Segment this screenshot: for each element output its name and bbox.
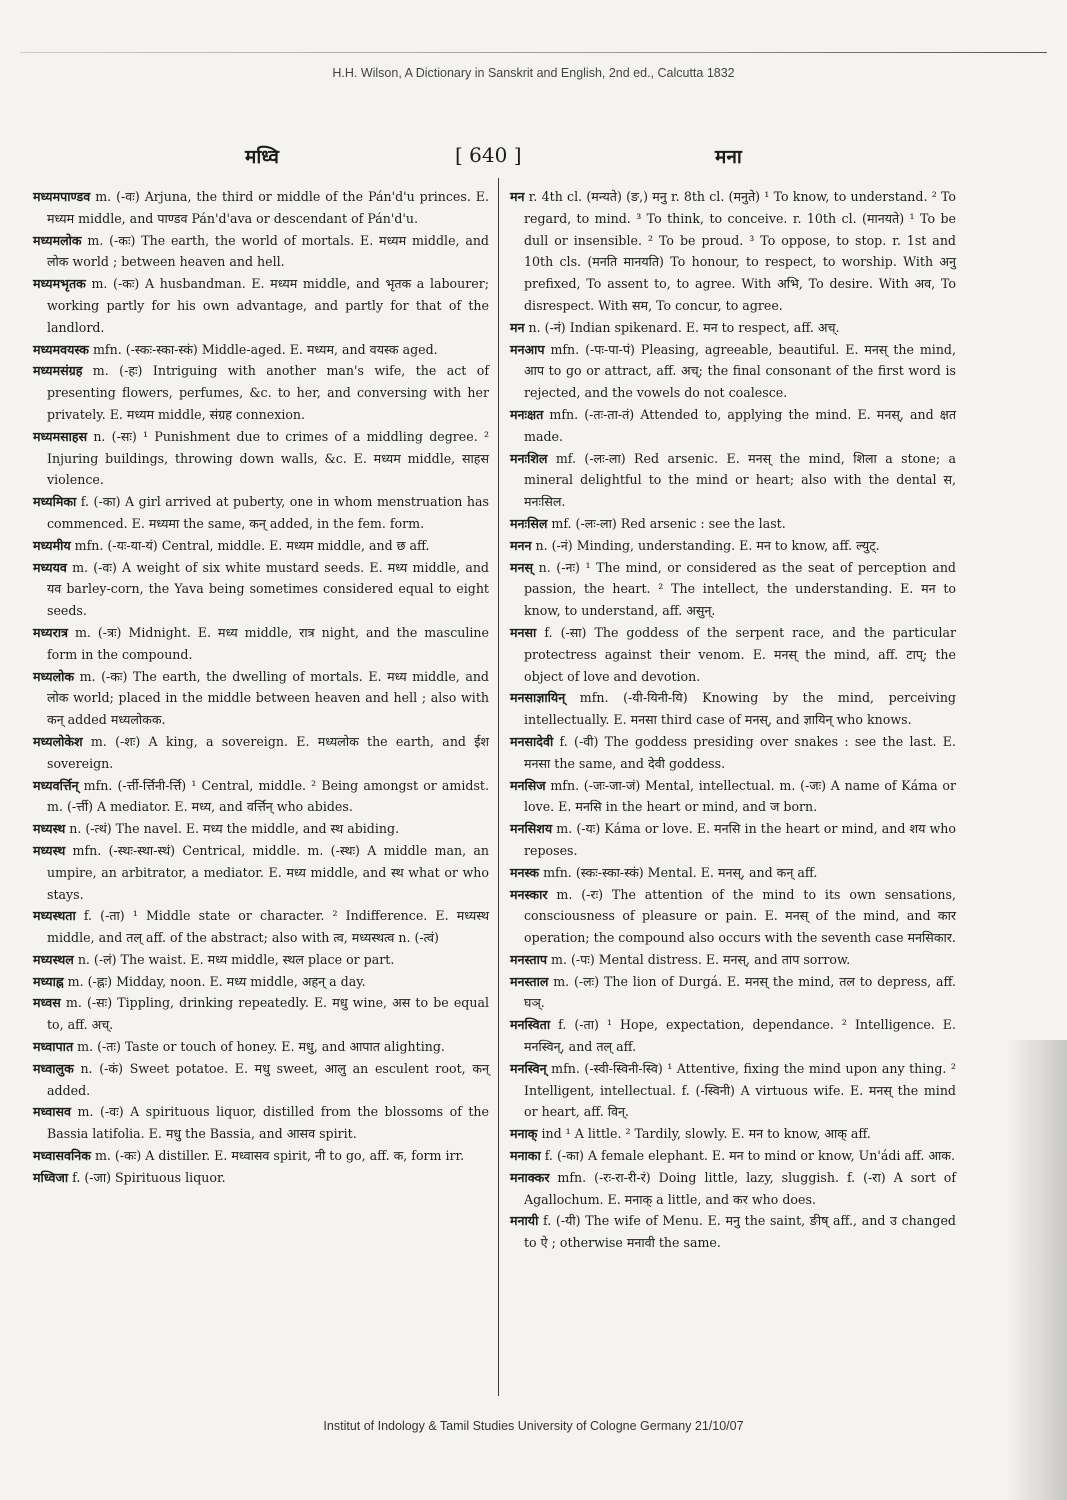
entry-headword: मध्यमवयस्क <box>33 341 89 357</box>
dictionary-entry <box>510 971 956 1015</box>
dictionary-entry <box>510 448 956 513</box>
dictionary-entry <box>510 339 956 404</box>
dictionary-entry <box>33 666 489 731</box>
entry-headword: मनसिज <box>510 777 546 793</box>
entry-definition: m. (-रः) The attention of the mind to its own sensations, consciousness of pleasure or pain. E. मनस् of the mind, and कार operation; the compound also occurs with the seventh case मनसिकार. <box>524 886 956 946</box>
dictionary-entry <box>33 622 489 666</box>
entry-definition: mfn. (-यः-या-यं) Central, middle. E. मध्यम middle, and छ aff. <box>70 537 430 553</box>
entry-definition: f. (-वी) The goddess presiding over snakes : see the last. E. मनसा the same, and देवी goddess. <box>524 733 956 771</box>
dictionary-entry <box>33 818 489 840</box>
dictionary-entry <box>510 622 956 687</box>
dictionary-entry <box>510 818 956 862</box>
dictionary-entry <box>510 557 956 622</box>
dictionary-entry <box>510 1014 956 1058</box>
entry-headword: मध्वापात <box>33 1039 74 1055</box>
entry-headword: मनाका <box>510 1148 541 1164</box>
running-head <box>0 143 1067 173</box>
dictionary-entry <box>510 1210 956 1254</box>
dictionary-entry <box>510 687 956 731</box>
entry-definition: m. (-ह्नः) Midday, noon. E. मध्य middle, अहन् a day. <box>63 973 366 989</box>
entry-definition: f. (-सा) The goddess of the serpent race, and the particular protectress against their venom. E. मनस् the mind, aff. टाप्; the object of love and devotion. <box>524 624 956 684</box>
top-scan-rule <box>20 52 1047 53</box>
dictionary-entry <box>33 992 489 1036</box>
entry-headword: मनस्कार <box>510 886 548 902</box>
entry-definition: n. (-नं) Indian spikenard. E. मन to respect, aff. अच्. <box>524 319 840 335</box>
dictionary-entry <box>33 339 489 361</box>
entry-definition: mf. (-लः-ला) Red arsenic : see the last. <box>547 515 786 531</box>
entry-headword: मध्यस्थ <box>33 821 66 837</box>
dictionary-entry <box>33 905 489 949</box>
entry-definition: mfn. (-स्थः-स्था-स्थं) Centrical, middle. m. (-स्थः) A middle man, an umpire, an arbitrator, a mediator. E. मध्य middle, and स्थ what or who stays. <box>47 842 489 902</box>
entry-definition: f. (-यी) The wife of Menu. E. मनु the saint, ङीष् aff., and उ changed to ऐ ; otherwise मनावी the same. <box>524 1213 956 1251</box>
entry-definition: mfn. (-तः-ता-तं) Attended to, applying the mind. E. मनस्, and क्षत made. <box>524 406 956 444</box>
entry-headword: मनस्ताल <box>510 973 549 989</box>
dictionary-entry <box>510 317 956 339</box>
entry-headword: मनाक् <box>510 1126 538 1142</box>
entry-headword: मनस्विन् <box>510 1060 547 1076</box>
entry-headword: मध्यमलोक <box>33 232 82 248</box>
entry-definition: m. (-वः) A weight of six white mustard seeds. E. मध्य middle, and यव barley-corn, the Yava being sometimes considered equal to eight seeds. <box>47 559 489 619</box>
dictionary-entry <box>510 862 956 884</box>
entry-headword: मनसादेवी <box>510 733 554 749</box>
entry-definition: m. (-हः) Intriguing with another man's wife, the act of presenting flowers, perfumes, &c. to her, and conversing with her privately. E. मध्यम middle, संग्रह connexion. <box>47 363 489 422</box>
entry-definition: mfn. (-स्कः-स्का-स्कं) Middle-aged. E. मध्यम, and वयस्क aged. <box>88 341 438 357</box>
dictionary-entry <box>33 1167 489 1189</box>
entry-definition: m. (-कः) A distiller. E. मध्वासव spirit, नी to go, aff. क, form irr. <box>90 1148 465 1164</box>
dictionary-entry <box>33 1101 489 1145</box>
entry-headword: मनआप <box>510 341 545 357</box>
entry-definition: f. (-का) A girl arrived at puberty, one in whom menstruation has commenced. E. मध्यमा the same, कन् added, in the fem. form. <box>47 494 489 531</box>
dictionary-entry <box>510 186 956 317</box>
dictionary-entry <box>510 731 956 775</box>
entry-definition: n. (-सः) ¹ Punishment due to crimes of a middling degree. ² Injuring buildings, throwing down walls, &c. E. मध्यम middle, साहस violence. <box>47 428 489 488</box>
entry-definition: f. (-जा) Spirituous liquor. <box>68 1169 226 1185</box>
column-divider <box>498 178 499 1396</box>
dictionary-entry <box>510 535 956 557</box>
entry-definition: n. (-लं) The waist. E. मध्य middle, स्थल place or part. <box>73 951 395 967</box>
entry-definition: m. (-शः) A king, a sovereign. E. मध्यलोक the earth, and ईश sovereign. <box>47 733 489 771</box>
entry-headword: मध्यमसंग्रह <box>33 363 83 379</box>
entry-headword: मध्यमिका <box>33 494 77 510</box>
dictionary-entry <box>33 1058 489 1102</box>
entry-headword: मध्यरात्र <box>33 624 68 640</box>
entry-headword: मनःक्षत <box>510 406 544 422</box>
dictionary-entry <box>510 1123 956 1145</box>
entry-headword: मनस्विता <box>510 1017 551 1033</box>
entry-definition: n. (-कं) Sweet potatoe. E. मधु sweet, आलु an esculent root, कन् added. <box>47 1060 489 1098</box>
dictionary-entry <box>510 949 956 971</box>
entry-definition: f. (-का) A female elephant. E. मन to mind or know, Un'ádi aff. आक. <box>540 1148 955 1164</box>
entry-definition: mfn. (-र्त्ती-र्त्तिनी-र्त्ति) ¹ Central, middle. ² Being amongst or amidst. m. (-र्त्ती) A mediator. E. मध्य, and वर्त्तिन् who abides. <box>47 777 489 815</box>
dictionary-entry <box>33 273 489 338</box>
running-head-left: मध्वि <box>245 146 279 168</box>
right-column <box>510 186 956 1254</box>
entry-definition: f. (-ता) ¹ Hope, expectation, dependance. ² Intelligence. E. मनस्विन्, and तल् aff. <box>524 1017 956 1055</box>
source-footer-note: Institut of Indology & Tamil Studies University of Cologne Germany 21/10/07 <box>323 1419 744 1433</box>
source-header-note: H.H. Wilson, A Dictionary in Sanskrit and English, 2nd ed., Calcutta 1832 <box>332 66 735 80</box>
dictionary-entry <box>510 884 956 949</box>
entry-definition: m. (-त्रः) Midnight. E. मध्य middle, रात्र night, and the masculine form in the compound. <box>47 624 489 662</box>
page-number: [ 640 ] <box>455 143 522 167</box>
dictionary-entry <box>33 840 489 905</box>
entry-definition: m. (-लः) The lion of Durgá. E. मनस् the mind, तल to depress, aff. घञ्. <box>524 973 956 1011</box>
dictionary-entry <box>33 491 489 535</box>
scan-edge-shadow <box>1007 1040 1067 1500</box>
dictionary-entry <box>510 1145 956 1167</box>
entry-definition: mfn. (-पः-पा-पं) Pleasing, agreeable, beautiful. E. मनस् the mind, आप to go or attract, aff. अच्; the final consonant of the first word is rejected, and the vowels do not coalesce. <box>524 341 956 401</box>
dictionary-entry <box>510 775 956 819</box>
entry-definition: m. (-कः) A husbandman. E. मध्यम middle, and भृतक a labourer; working partly for his own advantage, and partly for that of the landlord. <box>47 276 489 335</box>
dictionary-entry <box>33 731 489 775</box>
entry-definition: n. (-त्थं) The navel. E. मध्य the middle, and स्थ abiding. <box>65 821 400 837</box>
entry-headword: मनःसिल <box>510 515 548 531</box>
dictionary-entry <box>33 949 489 971</box>
entry-headword: मध्यमसाहस <box>33 428 88 444</box>
entry-headword: मध्ययव <box>33 559 67 575</box>
entry-headword: मन <box>510 189 525 204</box>
entry-headword: मध्यस्थता <box>33 908 76 924</box>
entry-headword: मनःशिल <box>510 450 548 466</box>
dictionary-entry <box>33 186 489 230</box>
dictionary-entry <box>33 557 489 622</box>
entry-headword: मध्वालुक <box>33 1060 74 1076</box>
entry-definition: m. (-कः) The earth, the world of mortals. E. मध्यम middle, and लोक world ; between heaven and hell. <box>47 232 489 270</box>
entry-headword: मनसा <box>510 624 537 640</box>
entry-definition: mfn. (-स्वी-स्विनी-स्वि) ¹ Attentive, fixing the mind upon any thing. ² Intelligent, intellectual. f. (-स्विनी) A virtuous wife. E. मनस् the mind or heart, aff. विन्. <box>524 1060 956 1120</box>
entry-headword: मनसाज्ञायिन् <box>510 690 566 706</box>
entry-headword: मध्यलोकेश <box>33 733 83 749</box>
entry-headword: मध्यस्थल <box>33 951 74 967</box>
entry-definition: mfn. (-यी-यिनी-यि) Knowing by the mind, perceiving intellectually. E. मनसा third case of मनस्, and ज्ञायिन् who knows. <box>524 690 956 728</box>
entry-definition: m. (-तः) Taste or touch of honey. E. मधु, and आपात alighting. <box>73 1039 445 1055</box>
entry-definition: n. (-नं) Minding, understanding. E. मन to know, aff. ल्युट्. <box>531 537 880 553</box>
entry-headword: मध्याह्न <box>33 973 64 989</box>
entry-headword: मध्वस <box>33 995 61 1011</box>
entry-definition: m. (-पः) Mental distress. E. मनस्, and ताप sorrow. <box>547 951 851 967</box>
entry-headword: मनाक्कर <box>510 1169 550 1185</box>
dictionary-entry <box>33 1036 489 1058</box>
dictionary-entry <box>33 426 489 491</box>
entry-headword: मध्विजा <box>33 1169 69 1185</box>
entry-definition: m. (-सः) Tippling, drinking repeatedly. E. मधु wine, अस to be equal to, aff. अच्. <box>47 995 489 1033</box>
entry-headword: मध्यवर्त्तिन् <box>33 777 79 793</box>
left-column <box>33 186 489 1189</box>
entry-definition: n. (-नः) ¹ The mind, or considered as the seat of perception and passion, the heart. ² The intellect, the understanding. E. मन to know, to understand, aff. असुन्. <box>524 559 956 619</box>
dictionary-entry <box>33 1145 489 1167</box>
entry-headword: मनस्क <box>510 864 540 880</box>
dictionary-entry <box>33 535 489 557</box>
entry-definition: mfn. (-रः-रा-री-रं) Doing little, lazy, sluggish. f. (-रा) A sort of Agallochum. E. मनाक् a little, and कर who does. <box>524 1169 956 1207</box>
dictionary-entry <box>33 230 489 274</box>
dictionary-entry <box>510 1058 956 1123</box>
entry-headword: मध्यस्थ <box>33 842 66 858</box>
entry-headword: मनस् <box>510 559 534 575</box>
entry-definition: mf. (-लः-ला) Red arsenic. E. मनस् the mind, शिला a stone; a mineral delightful to the mind or heart; also with the dental स, मनःसिल. <box>524 450 956 510</box>
entry-headword: मध्यलोक <box>33 668 75 684</box>
entry-definition: m. (-कः) The earth, the dwelling of mortals. E. मध्य middle, and लोक world; placed in the middle between heaven and hell ; also with कन् added मध्यलोकक. <box>47 668 489 728</box>
dictionary-entry <box>510 404 956 448</box>
entry-headword: मध्वासव <box>33 1104 72 1120</box>
entry-definition: m. (-वः) A spirituous liquor, distilled from the blossoms of the Bassia latifolia. E. मधु the Bassia, and आसव spirit. <box>47 1104 489 1142</box>
entry-definition: f. (-ता) ¹ Middle state or character. ² Indifference. E. मध्यस्थ middle, and तल् aff. of the abstract; also with त्व, मध्यस्थत्व n. (-त्वं) <box>47 908 489 946</box>
dictionary-entry <box>510 513 956 535</box>
dictionary-entry <box>510 1167 956 1211</box>
dictionary-entry <box>33 775 489 819</box>
entry-headword: मध्यमपाण्डव <box>33 189 91 204</box>
entry-headword: मनायी <box>510 1213 539 1229</box>
entry-definition: mfn. (स्कः-स्का-स्कं) Mental. E. मनस्, and कन् aff. <box>539 864 818 880</box>
entry-definition: ind ¹ A little. ² Tardily, slowly. E. मन to know, आक् aff. <box>537 1126 871 1142</box>
entry-definition: m. (-वः) Arjuna, the third or middle of the Pán'd'u princes. E. मध्यम middle, and पाण्डव Pán'd'ava or descendant of Pán'd'u. <box>47 189 489 226</box>
entry-headword: मनस्ताप <box>510 951 548 967</box>
running-head-right: मना <box>715 146 742 168</box>
entry-definition: mfn. (-जः-जा-जं) Mental, intellectual. m. (-जः) A name of Káma or love. E. मनसि in the heart or mind, and ज born. <box>524 777 956 815</box>
entry-definition: m. (-यः) Káma or love. E. मनसि in the heart or mind, and शय who reposes. <box>524 821 956 858</box>
dictionary-entry <box>33 360 489 425</box>
entry-headword: मध्यमभृतक <box>33 276 86 292</box>
entry-headword: मनसिशय <box>510 821 553 837</box>
entry-headword: मन <box>510 319 525 335</box>
entry-headword: मध्वासवनिक <box>33 1148 91 1164</box>
entry-headword: मध्यमीय <box>33 537 71 553</box>
entry-definition: r. 4th cl. (मन्यते) (ङ,) मनु r. 8th cl. (मनुते) ¹ To know, to understand. ² To regard, to mind. ³ To think, to conceive. r. 10th cl. (मानयते) ¹ To be dull or insensible. ² To be proud. ³ To oppose, to stop. r. 1st and 10th cls. (मनति मानयति) To honour, to respect, to worship. With अनु prefixed, To assent to, to agree. With अभि, To desire. With अव, To disrespect. With सम, To concur, to agree. <box>524 189 956 313</box>
dictionary-entry <box>33 971 489 993</box>
entry-headword: मनन <box>510 537 532 553</box>
